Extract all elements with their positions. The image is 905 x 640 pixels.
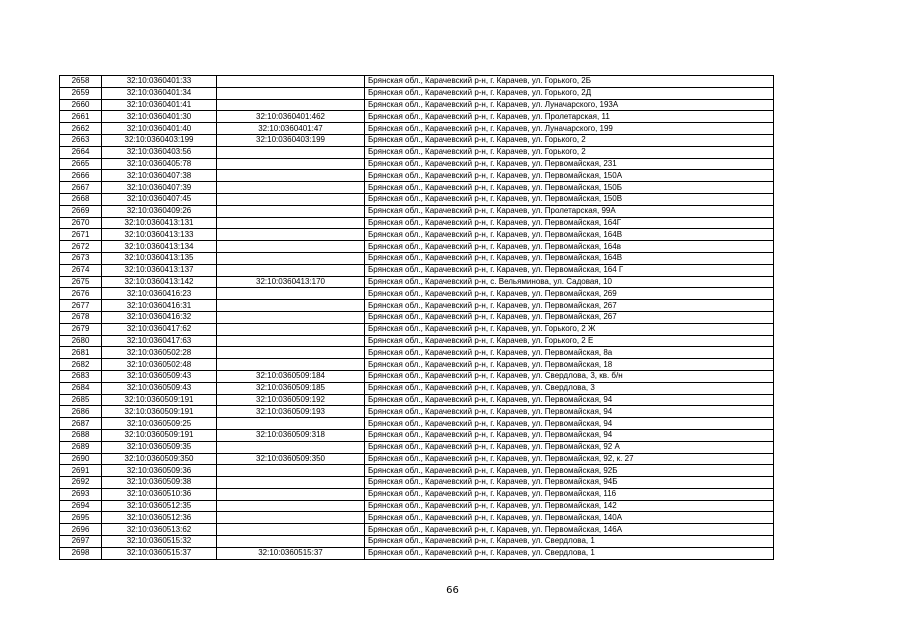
cadastral-number-cell: 32:10:0360401:33 [102, 76, 217, 88]
address-cell: Брянская обл., Карачевский р-н, г. Карачев, ул. Горького, 2Д [365, 87, 774, 99]
cadastral-number-cell: 32:10:0360509:38 [102, 477, 217, 489]
cadastral-number-cell: 32:10:0360502:28 [102, 347, 217, 359]
related-cadastral-number-cell [217, 500, 365, 512]
related-cadastral-number-cell [217, 477, 365, 489]
table-row [60, 488, 774, 500]
related-cadastral-number-cell [217, 264, 365, 276]
table-row [60, 111, 774, 123]
address-cell: Брянская обл., Карачевский р-н, г. Карачев, ул. Первомайская, 92Б [365, 465, 774, 477]
cadastral-number-cell: 32:10:0360502:48 [102, 359, 217, 371]
related-cadastral-number-cell [217, 288, 365, 300]
address-cell: Брянская обл., Карачевский р-н, г. Карачев, ул. Первомайская, 231 [365, 158, 774, 170]
related-cadastral-number-cell [217, 205, 365, 217]
row-number-cell: 2676 [60, 288, 102, 300]
table-row [60, 500, 774, 512]
cadastral-number-cell: 32:10:0360413:131 [102, 217, 217, 229]
table-row [60, 477, 774, 489]
related-cadastral-number-cell: 32:10:0360509:318 [217, 429, 365, 441]
address-cell: Брянская обл., Карачевский р-н, г. Карачев, ул. Горького, 2 Ж [365, 323, 774, 335]
cadastral-number-cell: 32:10:0360409:26 [102, 205, 217, 217]
row-number-cell: 2685 [60, 394, 102, 406]
related-cadastral-number-cell: 32:10:0360509:193 [217, 406, 365, 418]
row-number-cell: 2688 [60, 429, 102, 441]
row-number-cell: 2696 [60, 524, 102, 536]
address-cell: Брянская обл., Карачевский р-н, г. Карачев, ул. Первомайская, 94Б [365, 477, 774, 489]
related-cadastral-number-cell [217, 241, 365, 253]
table-row [60, 406, 774, 418]
address-cell: Брянская обл., Карачевский р-н, г. Карачев, ул. Свердлова, 3, кв. б/н [365, 370, 774, 382]
address-cell: Брянская обл., Карачевский р-н, г. Карачев, ул. Пролетарская, 99А [365, 205, 774, 217]
related-cadastral-number-cell [217, 76, 365, 88]
row-number-cell: 2680 [60, 335, 102, 347]
table-row [60, 512, 774, 524]
address-cell: Брянская обл., Карачевский р-н, г. Карачев, ул. Первомайская, 116 [365, 488, 774, 500]
table-row [60, 347, 774, 359]
table-row [60, 359, 774, 371]
row-number-cell: 2695 [60, 512, 102, 524]
related-cadastral-number-cell: 32:10:0360401:462 [217, 111, 365, 123]
table-row [60, 87, 774, 99]
related-cadastral-number-cell [217, 87, 365, 99]
related-cadastral-number-cell: 32:10:0360509:350 [217, 453, 365, 465]
address-cell: Брянская обл., Карачевский р-н, г. Карачев, ул. Первомайская, 267 [365, 311, 774, 323]
row-number-cell: 2694 [60, 500, 102, 512]
row-number-cell: 2670 [60, 217, 102, 229]
table-row [60, 370, 774, 382]
cadastral-number-cell: 32:10:0360509:43 [102, 370, 217, 382]
address-cell: Брянская обл., Карачевский р-н, г. Карачев, ул. Первомайская, 267 [365, 300, 774, 312]
row-number-cell: 2697 [60, 536, 102, 548]
related-cadastral-number-cell [217, 512, 365, 524]
address-cell: Брянская обл., Карачевский р-н, г. Карачев, ул. Первомайская, 164 Г [365, 264, 774, 276]
table-row [60, 394, 774, 406]
table-row [60, 134, 774, 146]
related-cadastral-number-cell: 32:10:0360401:47 [217, 123, 365, 135]
address-cell: Брянская обл., Карачевский р-н, г. Карачев, ул. Первомайская, 8а [365, 347, 774, 359]
cadastral-number-cell: 32:10:0360509:191 [102, 429, 217, 441]
related-cadastral-number-cell [217, 229, 365, 241]
row-number-cell: 2667 [60, 182, 102, 194]
related-cadastral-number-cell: 32:10:0360403:199 [217, 134, 365, 146]
related-cadastral-number-cell: 32:10:0360509:185 [217, 382, 365, 394]
address-cell: Брянская обл., Карачевский р-н, г. Карачев, ул. Горького, 2 [365, 146, 774, 158]
table-row [60, 524, 774, 536]
address-cell: Брянская обл., Карачевский р-н, г. Карачев, ул. Первомайская, 92 А [365, 441, 774, 453]
related-cadastral-number-cell [217, 536, 365, 548]
row-number-cell: 2684 [60, 382, 102, 394]
cadastral-number-cell: 32:10:0360401:40 [102, 123, 217, 135]
table-row [60, 76, 774, 88]
related-cadastral-number-cell: 32:10:0360413:170 [217, 276, 365, 288]
table-row [60, 441, 774, 453]
cadastral-number-cell: 32:10:0360401:41 [102, 99, 217, 111]
cadastral-number-cell: 32:10:0360416:31 [102, 300, 217, 312]
cadastral-number-cell: 32:10:0360416:23 [102, 288, 217, 300]
row-number-cell: 2687 [60, 418, 102, 430]
cadastral-number-cell: 32:10:0360413:135 [102, 252, 217, 264]
cadastral-number-cell: 32:10:0360413:142 [102, 276, 217, 288]
table-row [60, 264, 774, 276]
table-row [60, 205, 774, 217]
row-number-cell: 2683 [60, 370, 102, 382]
address-cell: Брянская обл., Карачевский р-н, г. Карачев, ул. Первомайская, 164В [365, 252, 774, 264]
cadastral-number-cell: 32:10:0360401:34 [102, 87, 217, 99]
table-row [60, 453, 774, 465]
row-number-cell: 2664 [60, 146, 102, 158]
row-number-cell: 2678 [60, 311, 102, 323]
related-cadastral-number-cell [217, 170, 365, 182]
address-cell: Брянская обл., Карачевский р-н, г. Карачев, ул. Горького, 2Б [365, 76, 774, 88]
related-cadastral-number-cell [217, 335, 365, 347]
address-cell: Брянская обл., Карачевский р-н, г. Карачев, ул. Горького, 2 Е [365, 335, 774, 347]
row-number-cell: 2693 [60, 488, 102, 500]
row-number-cell: 2673 [60, 252, 102, 264]
cadastral-number-cell: 32:10:0360509:191 [102, 406, 217, 418]
related-cadastral-number-cell [217, 311, 365, 323]
table-row [60, 300, 774, 312]
cadastral-number-cell: 32:10:0360509:25 [102, 418, 217, 430]
row-number-cell: 2686 [60, 406, 102, 418]
row-number-cell: 2665 [60, 158, 102, 170]
address-cell: Брянская обл., Карачевский р-н, г. Карачев, ул. Первомайская, 164Г [365, 217, 774, 229]
table-row [60, 170, 774, 182]
table-row [60, 536, 774, 548]
row-number-cell: 2690 [60, 453, 102, 465]
address-cell: Брянская обл., Карачевский р-н, г. Карачев, ул. Первомайская, 150В [365, 193, 774, 205]
cadastral-number-cell: 32:10:0360413:137 [102, 264, 217, 276]
related-cadastral-number-cell [217, 182, 365, 194]
address-cell: Брянская обл., Карачевский р-н, г. Карачев, ул. Первомайская, 164В [365, 229, 774, 241]
cadastral-table [59, 75, 774, 560]
row-number-cell: 2659 [60, 87, 102, 99]
row-number-cell: 2698 [60, 547, 102, 559]
row-number-cell: 2668 [60, 193, 102, 205]
related-cadastral-number-cell [217, 488, 365, 500]
row-number-cell: 2672 [60, 241, 102, 253]
row-number-cell: 2658 [60, 76, 102, 88]
cadastral-number-cell: 32:10:0360515:32 [102, 536, 217, 548]
address-cell: Брянская обл., Карачевский р-н, г. Карачев, ул. Первомайская, 94 [365, 406, 774, 418]
table-row [60, 146, 774, 158]
row-number-cell: 2662 [60, 123, 102, 135]
table-row [60, 465, 774, 477]
row-number-cell: 2671 [60, 229, 102, 241]
address-cell: Брянская обл., Карачевский р-н, г. Карачев, ул. Первомайская, 142 [365, 500, 774, 512]
cadastral-number-cell: 32:10:0360512:35 [102, 500, 217, 512]
row-number-cell: 2674 [60, 264, 102, 276]
cadastral-number-cell: 32:10:0360512:36 [102, 512, 217, 524]
address-cell: Брянская обл., Карачевский р-н, г. Карачев, ул. Первомайская, 94 [365, 394, 774, 406]
table-row [60, 311, 774, 323]
related-cadastral-number-cell [217, 99, 365, 111]
address-cell: Брянская обл., Карачевский р-н, г. Карачев, ул. Первомайская, 164в [365, 241, 774, 253]
table-row [60, 429, 774, 441]
cadastral-number-cell: 32:10:0360509:36 [102, 465, 217, 477]
row-number-cell: 2691 [60, 465, 102, 477]
address-cell: Брянская обл., Карачевский р-н, г. Карачев, ул. Свердлова, 3 [365, 382, 774, 394]
cadastral-number-cell: 32:10:0360509:43 [102, 382, 217, 394]
related-cadastral-number-cell: 32:10:0360509:184 [217, 370, 365, 382]
table-row [60, 323, 774, 335]
row-number-cell: 2689 [60, 441, 102, 453]
related-cadastral-number-cell [217, 347, 365, 359]
related-cadastral-number-cell [217, 465, 365, 477]
address-cell: Брянская обл., Карачевский р-н, г. Карачев, ул. Луначарского, 199 [365, 123, 774, 135]
row-number-cell: 2661 [60, 111, 102, 123]
address-cell: Брянская обл., Карачевский р-н, г. Карачев, ул. Первомайская, 94 [365, 418, 774, 430]
address-cell: Брянская обл., Карачевский р-н, г. Карачев, ул. Первомайская, 92, к. 27 [365, 453, 774, 465]
table-row [60, 99, 774, 111]
table-row [60, 217, 774, 229]
related-cadastral-number-cell [217, 193, 365, 205]
cadastral-number-cell: 32:10:0360403:56 [102, 146, 217, 158]
cadastral-number-cell: 32:10:0360515:37 [102, 547, 217, 559]
table-row [60, 276, 774, 288]
cadastral-number-cell: 32:10:0360417:62 [102, 323, 217, 335]
cadastral-number-cell: 32:10:0360513:62 [102, 524, 217, 536]
related-cadastral-number-cell [217, 217, 365, 229]
table-row [60, 158, 774, 170]
cadastral-number-cell: 32:10:0360401:30 [102, 111, 217, 123]
cadastral-number-cell: 32:10:0360510:36 [102, 488, 217, 500]
address-cell: Брянская обл., Карачевский р-н, г. Карачев, ул. Первомайская, 146А [365, 524, 774, 536]
table-row [60, 382, 774, 394]
table-row [60, 182, 774, 194]
address-cell: Брянская обл., Карачевский р-н, г. Карачев, ул. Свердлова, 1 [365, 536, 774, 548]
cadastral-number-cell: 32:10:0360405:78 [102, 158, 217, 170]
related-cadastral-number-cell [217, 158, 365, 170]
row-number-cell: 2679 [60, 323, 102, 335]
cadastral-number-cell: 32:10:0360416:32 [102, 311, 217, 323]
table-row [60, 547, 774, 559]
table-row [60, 123, 774, 135]
row-number-cell: 2663 [60, 134, 102, 146]
address-cell: Брянская обл., Карачевский р-н, г. Карачев, ул. Первомайская, 94 [365, 429, 774, 441]
row-number-cell: 2675 [60, 276, 102, 288]
cadastral-number-cell: 32:10:0360417:63 [102, 335, 217, 347]
address-cell: Брянская обл., Карачевский р-н, с. Вельяминова, ул. Садовая, 10 [365, 276, 774, 288]
table-row [60, 335, 774, 347]
table-row [60, 418, 774, 430]
cadastral-number-cell: 32:10:0360413:133 [102, 229, 217, 241]
related-cadastral-number-cell: 32:10:0360509:192 [217, 394, 365, 406]
table-row [60, 193, 774, 205]
address-cell: Брянская обл., Карачевский р-н, г. Карачев, ул. Первомайская, 150Б [365, 182, 774, 194]
address-cell: Брянская обл., Карачевский р-н, г. Карачев, ул. Первомайская, 269 [365, 288, 774, 300]
row-number-cell: 2682 [60, 359, 102, 371]
related-cadastral-number-cell [217, 323, 365, 335]
related-cadastral-number-cell [217, 146, 365, 158]
cadastral-number-cell: 32:10:0360509:35 [102, 441, 217, 453]
row-number-cell: 2669 [60, 205, 102, 217]
address-cell: Брянская обл., Карачевский р-н, г. Карачев, ул. Свердлова, 1 [365, 547, 774, 559]
cadastral-number-cell: 32:10:0360407:39 [102, 182, 217, 194]
address-cell: Брянская обл., Карачевский р-н, г. Карачев, ул. Первомайская, 18 [365, 359, 774, 371]
table-body [60, 76, 774, 560]
related-cadastral-number-cell [217, 524, 365, 536]
related-cadastral-number-cell [217, 418, 365, 430]
cadastral-number-cell: 32:10:0360509:350 [102, 453, 217, 465]
row-number-cell: 2681 [60, 347, 102, 359]
table-row [60, 252, 774, 264]
related-cadastral-number-cell [217, 252, 365, 264]
address-cell: Брянская обл., Карачевский р-н, г. Карачев, ул. Первомайская, 150А [365, 170, 774, 182]
table-row [60, 288, 774, 300]
address-cell: Брянская обл., Карачевский р-н, г. Карачев, ул. Горького, 2 [365, 134, 774, 146]
related-cadastral-number-cell [217, 359, 365, 371]
address-cell: Брянская обл., Карачевский р-н, г. Карачев, ул. Пролетарская, 11 [365, 111, 774, 123]
address-cell: Брянская обл., Карачевский р-н, г. Карачев, ул. Луначарского, 193А [365, 99, 774, 111]
table-row [60, 241, 774, 253]
cadastral-number-cell: 32:10:0360407:45 [102, 193, 217, 205]
cadastral-number-cell: 32:10:0360413:134 [102, 241, 217, 253]
cadastral-number-cell: 32:10:0360407:38 [102, 170, 217, 182]
cadastral-number-cell: 32:10:0360403:199 [102, 134, 217, 146]
related-cadastral-number-cell: 32:10:0360515:37 [217, 547, 365, 559]
related-cadastral-number-cell [217, 441, 365, 453]
row-number-cell: 2660 [60, 99, 102, 111]
page-number: 66 [446, 585, 459, 596]
table-row [60, 229, 774, 241]
related-cadastral-number-cell [217, 300, 365, 312]
address-cell: Брянская обл., Карачевский р-н, г. Карачев, ул. Первомайская, 140А [365, 512, 774, 524]
row-number-cell: 2692 [60, 477, 102, 489]
cadastral-number-cell: 32:10:0360509:191 [102, 394, 217, 406]
row-number-cell: 2677 [60, 300, 102, 312]
row-number-cell: 2666 [60, 170, 102, 182]
